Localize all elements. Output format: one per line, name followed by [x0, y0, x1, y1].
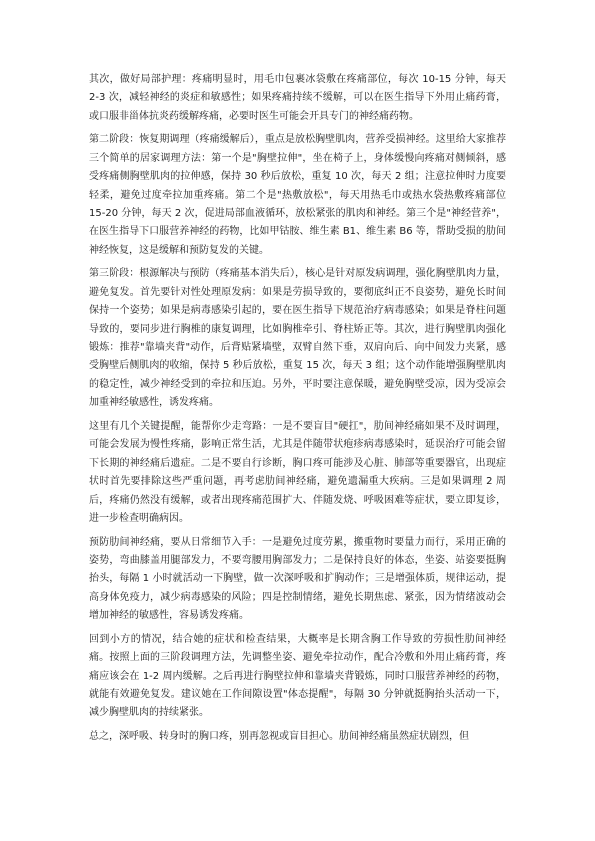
paragraph-summary: 总之，深呼吸、转身时的胸口疼，别再忽视或盲目担心。肋间神经痛虽然症状剧烈，但: [89, 730, 469, 742]
paragraph-stage-two: 第二阶段：恢复期调理（疼痛缓解后），重点是放松胸壁肌肉，营养受损神经。这里给大家推荐三个简单的居家调理方法：第一个是"胸壁拉伸"，坐在椅子上，身体缓慢向疼痛对侧倾斜，感受疼痛侧胸壁肌肉的拉伸感，保持 30 秒后放松，重复 10 次，每天 2 组；注意拉伸时力度要轻柔，避免过度牵拉加重疼痛。第二个是"热敷放松"，每天用热毛巾或热水袋热敷疼痛部位 15-20 分钟，每天 2 次，促进局部血液循环，放松紧张的肌肉和神经。第三个是"神经营养"，在医生指导下口服营养神经的药物，比如甲钴胺、维生素 B1、维生素 B6 等，帮助受损的肋间神经恢复，这是缓解和预防复发的关键。: [89, 134, 506, 256]
paragraph-case-review: 回到小方的情况，结合她的症状和检查结果，大概率是长期含胸工作导致的劳损性肋间神经痛。按照上面的三阶段调理方法，先调整坐姿、避免牵拉动作，配合冷敷和外用止痛药膏，疼痛应该会在 1-2 周内缓解。之后再进行胸壁拉伸和靠墙夹背锻炼，同时口服营养神经的药物，就能有效避免复发。建议她在工作间隙设置"体态提醒"，每隔 30 分钟就挺胸抬头活动一下，减少胸壁肌肉的持续紧张。: [89, 633, 506, 719]
paragraph-prevention: 预防肋间神经痛，要从日常细节入手：一是避免过度劳累，搬重物时要量力而行，采用正确的姿势，弯曲膝盖用腿部发力，不要弯腰用胸部发力；二是保持良好的体态，坐姿、站姿要挺胸抬头，每隔 1 小时就活动一下胸壁，做一次深呼吸和扩胸动作；三是增强体质，规律运动，提高身体免疫力，减少病毒感染的风险；四是控制情绪，避免长期焦虑、紧张，因为情绪波动会增加神经的敏感性，容易诱发疼痛。: [89, 536, 506, 622]
paragraph-stage-three: 第三阶段：根源解决与预防（疼痛基本消失后），核心是针对原发病调理，强化胸壁肌肉力量，避免复发。首先要针对性处理原发病：如果是劳损导致的，要彻底纠正不良姿势，避免长时间保持一个姿势；如果是病毒感染引起的，要在医生指导下规范治疗病毒感染；如果是脊柱问题导致的，要同步进行胸椎的康复调理，比如胸椎牵引、脊柱矫正等。其次，进行胸壁肌肉强化锻炼：推荐"靠墙夹背"动作，后背贴紧墙壁，双臂自然下垂，双肩向后、向中间发力夹紧，感受胸壁后侧肌肉的收缩，保持 5 秒后放松，重复 15 次，每天 3 组；这个动作能增强胸壁肌肉的稳定性，减少神经受到的牵拉和压迫。另外，平时要注意保暖，避免胸壁受凉，因为受凉会加重神经敏感性，诱发疼痛。: [89, 268, 506, 409]
paragraph-key-reminders: 这里有几个关键提醒，能帮你少走弯路：一是不要盲目"硬扛"，肋间神经痛如果不及时调理，可能会发展为慢性疼痛，影响正常生活，尤其是伴随带状疱疹病毒感染时，延误治疗可能会留下长期的神经痛后遗症。二是不要自行诊断，胸口疼可能涉及心脏、肺部等重要器官，出现症状时首先要排除这些严重问题，再考虑肋间神经痛，避免遗漏重大疾病。三是如果调理 2 周后，疼痛仍然没有缓解，或者出现疼痛范围扩大、伴随发烧、呼吸困难等症状，要立即复诊，进一步检查明确病因。: [89, 420, 506, 524]
paragraph-local-care: 其次，做好局部护理：疼痛明显时，用毛巾包裹冰袋敷在疼痛部位，每次 10-15 分钟，每天 2-3 次，减轻神经的炎症和敏感性；如果疼痛持续不缓解，可以在医生指导下外用止痛药膏，或口服非甾体抗炎药缓解疼痛，必要时医生可能会开具专门的神经痛药物。: [89, 74, 506, 122]
